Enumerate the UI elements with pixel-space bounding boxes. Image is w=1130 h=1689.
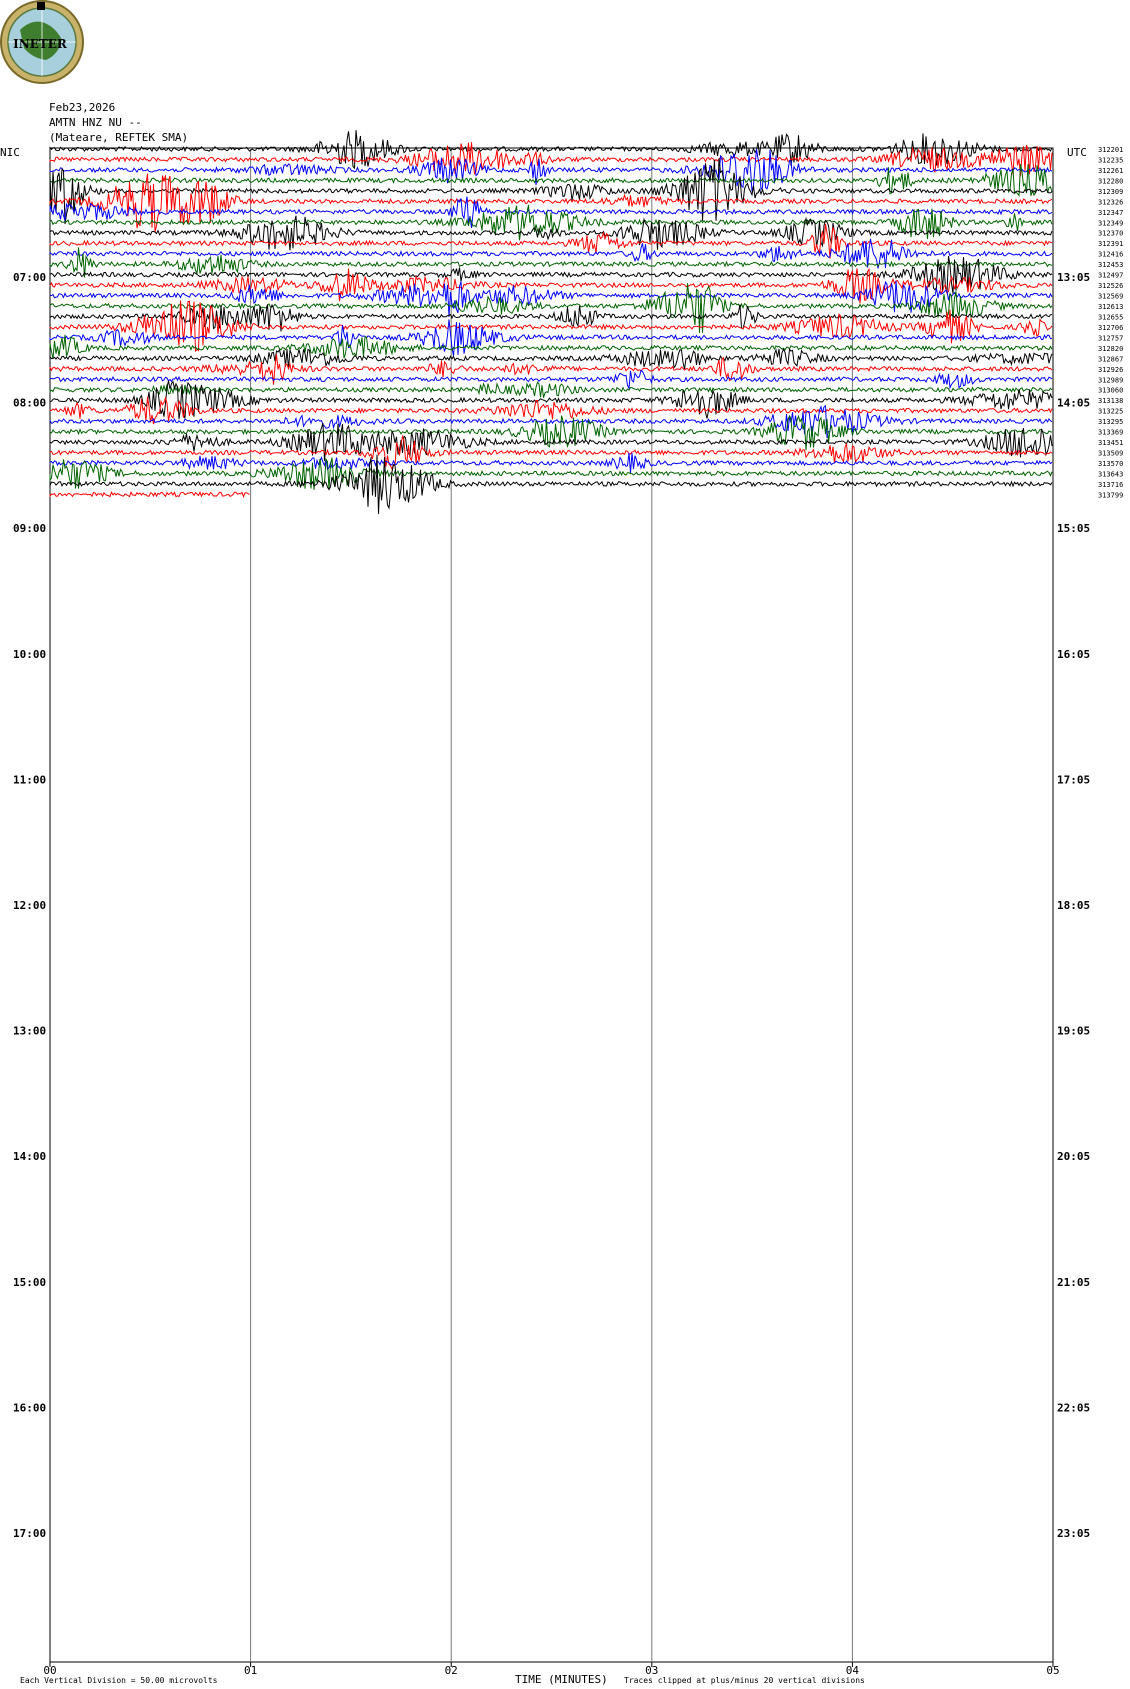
hour-label-right: 18:05 (1057, 899, 1091, 912)
hour-label-right: 20:05 (1057, 1150, 1091, 1164)
trace-id-label: 312526 (1098, 282, 1124, 291)
hour-labels-right (1057, 271, 1090, 1540)
x-tick-label: 02 (444, 1664, 458, 1677)
hour-label-left: 12:00 (13, 899, 47, 912)
trace-line (50, 370, 1052, 388)
trace-id-label: 312820 (1098, 344, 1124, 353)
header-location: (Mateare, REFTEK SMA) (49, 131, 189, 144)
logo-text: INETER (13, 37, 67, 51)
x-tick-label: 00 (43, 1664, 57, 1677)
plot-border (50, 148, 1053, 1662)
trace-id-label: 313716 (1098, 480, 1124, 489)
trace-id-label: 313509 (1098, 449, 1124, 458)
x-axis-label: TIME (MINUTES) (515, 1673, 608, 1686)
hour-label-left: 15:00 (13, 1275, 47, 1289)
trace-id-label: 313799 (1098, 491, 1124, 500)
trace-id-label: 312391 (1098, 240, 1124, 249)
trace-id-label: 313225 (1098, 407, 1124, 416)
trace-id-label: 313295 (1098, 418, 1124, 427)
hour-label-left: 16:00 (13, 1401, 47, 1415)
trace-id-label: 312326 (1098, 198, 1124, 207)
hour-label-right: 17:05 (1057, 773, 1091, 787)
hour-label-left: 08:00 (13, 396, 47, 410)
trace-id-label: 313369 (1098, 428, 1124, 437)
trace-id-label: 312280 (1098, 177, 1124, 186)
grid-lines (251, 148, 853, 1662)
right-axis-label: UTC (1067, 146, 1087, 159)
trace-id-label: 312989 (1098, 376, 1124, 385)
plot-frame (50, 148, 1053, 1662)
ineter-logo (1, 1, 83, 83)
hour-label-left: 11:00 (13, 773, 47, 787)
trace-id-label: 312453 (1098, 261, 1124, 270)
hour-label-right: 16:05 (1057, 647, 1091, 661)
hour-label-right: 14:05 (1057, 396, 1091, 410)
x-tick-label: 04 (845, 1664, 860, 1677)
hour-label-right: 23:05 (1057, 1527, 1091, 1540)
trace-id-label: 312867 (1098, 355, 1124, 364)
seismic-traces (50, 130, 1052, 514)
hour-label-right: 21:05 (1057, 1275, 1091, 1289)
trace-id-label: 312757 (1098, 334, 1124, 343)
trace-line (50, 455, 1052, 514)
trace-id-label: 313138 (1098, 397, 1124, 406)
x-tick-label: 03 (645, 1664, 659, 1677)
trace-id-label: 312926 (1098, 365, 1124, 374)
trace-line (50, 492, 250, 496)
trace-line (50, 349, 1052, 369)
hour-label-right: 22:05 (1057, 1401, 1091, 1415)
trace-id-label: 312655 (1098, 313, 1124, 322)
trace-line (50, 453, 1052, 473)
hour-label-left: 17:00 (13, 1527, 47, 1540)
trace-id-label: 312235 (1098, 156, 1124, 165)
trace-id-label: 312201 (1098, 146, 1124, 154)
trace-id-label: 312497 (1098, 271, 1124, 280)
hour-label-right: 15:05 (1057, 522, 1091, 536)
trace-line (50, 130, 1052, 168)
hour-label-left: 13:00 (13, 1024, 47, 1038)
hour-labels-left (13, 271, 46, 1540)
left-axis-label: NIC (0, 146, 20, 159)
trace-line (50, 423, 1052, 461)
trace-id-label: 312261 (1098, 166, 1124, 175)
trace-id-label: 313060 (1098, 386, 1124, 395)
trace-line (50, 142, 1052, 176)
header-date: Feb23,2026 (49, 101, 116, 114)
trace-id-labels (1098, 146, 1123, 499)
hour-label-right: 19:05 (1057, 1024, 1091, 1038)
hour-label-left: 14:00 (13, 1150, 47, 1164)
hour-label-left: 07:00 (13, 271, 47, 284)
trace-id-label: 313570 (1098, 460, 1124, 468)
trace-id-label: 313451 (1098, 439, 1124, 448)
trace-id-label: 312347 (1098, 208, 1124, 217)
hour-label-left: 10:00 (13, 647, 47, 661)
trace-id-label: 312613 (1098, 303, 1124, 311)
trace-id-label: 312309 (1098, 187, 1124, 196)
trace-id-label: 312349 (1098, 219, 1124, 228)
trace-id-label: 313643 (1098, 470, 1124, 479)
footer-left-note: Each Vertical Division = 50.00 microvolts (20, 1676, 218, 1685)
trace-id-label: 312569 (1098, 292, 1124, 301)
hour-label-left: 09:00 (13, 522, 47, 536)
trace-id-label: 312416 (1098, 250, 1124, 259)
x-tick-label: 05 (1046, 1664, 1060, 1677)
x-tick-label: 01 (243, 1664, 258, 1677)
trace-id-label: 312370 (1098, 229, 1124, 238)
footer-right-note: Traces clipped at plus/minus 20 vertical divisions (624, 1676, 865, 1685)
trace-line (50, 149, 1052, 191)
trace-id-label: 312706 (1098, 323, 1124, 332)
header-channel: AMTN HNZ NU -- (49, 116, 142, 129)
hour-label-right: 13:05 (1057, 271, 1091, 284)
